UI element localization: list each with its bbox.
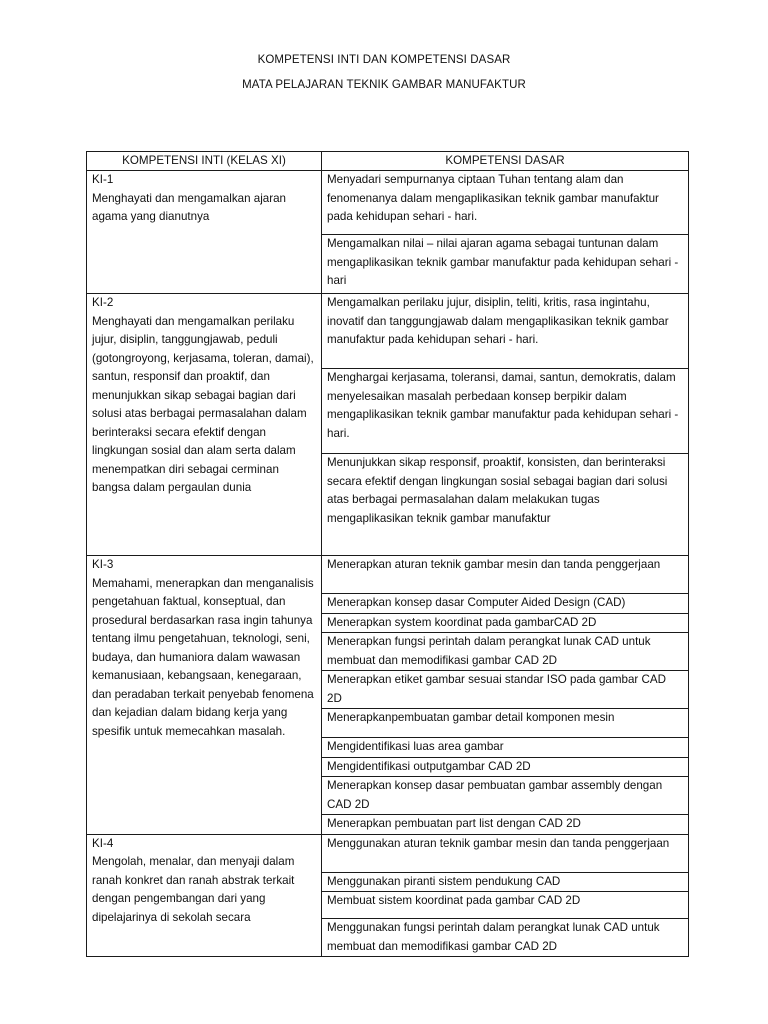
kd-cell	[322, 919, 689, 957]
kd-text: Mengamalkan nilai – nilai ajaran agama sebagai tuntunan dalam mengaplikasikan teknik gambar manufaktur pada kehidupan sehari - hari	[327, 237, 679, 287]
ki-cell	[87, 834, 322, 957]
kd-cell	[322, 633, 689, 671]
kd-text: Menyadari sempurnanya ciptaan Tuhan tentang alam dan fenomenanya dalam mengaplikasikan teknik gambar manufaktur pada kehidupan sehari - hari.	[327, 173, 659, 223]
kd-cell	[322, 777, 689, 815]
kd-text: Menghargai kerjasama, toleransi, damai, santun, demokratis, dalam menyelesaikan masalah perbedaan konsep berpikir dalam mengaplikasikan teknik gambar manufaktur pada kehidupan sehari - hari.	[327, 371, 679, 440]
ki-label: KI-2	[92, 296, 114, 309]
ki-cell	[87, 556, 322, 835]
kd-text: Mengamalkan perilaku jujur, disiplin, teliti, kritis, rasa ingintahu, inovatif dan tanggungjawab dalam mengaplikasikan teknik gambar manufaktur pada kehidupan sehari - hari.	[327, 296, 669, 346]
kd-cell	[322, 454, 689, 556]
ki-label: KI-3	[92, 558, 114, 571]
kd-cell	[322, 294, 689, 369]
kd-text: Menerapkan fungsi perintah dalam perangkat lunak CAD untuk membuat dan memodifikasi gambar CAD 2D	[327, 635, 651, 667]
kd-text: Menerapkan konsep dasar Computer Aided Design (CAD)	[327, 596, 626, 609]
kd-cell	[322, 613, 689, 633]
kd-text: Mengidentifikasi outputgambar CAD 2D	[327, 759, 531, 773]
table-row	[87, 294, 689, 369]
ki-description: Memahami, menerapkan dan menganalisis pengetahuan faktual, konseptual, dan prosedural berdasarkan rasa ingin tahunya tentang ilmu pengetahuan, teknologi, seni, budaya, dan humaniora dalam wawasan kemanusiaan, kebangsaan, kenegaraan, dan peradaban terkait penyebab fenomena dan kejadian dalam bidang kerja yang spesifik untuk memecahkan masalah.	[92, 576, 314, 738]
ki-label: KI-4	[92, 836, 114, 850]
kd-text: Menggunakan piranti sistem pendukung CAD	[327, 874, 561, 888]
kd-cell	[322, 872, 689, 892]
kd-cell	[322, 235, 689, 294]
kd-text: Menerapkan konsep dasar pembuatan gambar assembly dengan CAD 2D	[327, 779, 663, 811]
table-row	[87, 834, 689, 872]
kd-text: Mengidentifikasi luas area gambar	[327, 740, 504, 753]
kd-text: Menggunakan aturan teknik gambar mesin dan tanda penggerjaan	[327, 836, 670, 850]
competency-table	[86, 151, 689, 957]
ki-description: Menghayati dan mengamalkan ajaran agama yang dianutnya	[92, 191, 286, 223]
kd-cell	[322, 834, 689, 872]
kd-cell	[322, 671, 689, 709]
kd-cell	[322, 171, 689, 235]
kd-text: Membuat sistem koordinat pada gambar CAD 2D	[327, 894, 581, 907]
header-kompetensi-inti: KOMPETENSI INTI (KELAS XI)	[87, 152, 322, 171]
header-kompetensi-dasar: KOMPETENSI DASAR	[322, 152, 689, 171]
table-header-row	[87, 152, 689, 171]
kd-cell	[322, 738, 689, 758]
kd-cell	[322, 709, 689, 738]
table-row	[87, 171, 689, 235]
document-subtitle: MATA PELAJARAN TEKNIK GAMBAR MANUFAKTUR	[242, 79, 526, 91]
ki-cell	[87, 294, 322, 556]
kd-text: Menerapkan system koordinat pada gambarCAD 2D	[327, 615, 597, 629]
kd-text: Menerapkan pembuatan part list dengan CAD 2D	[327, 817, 581, 830]
kd-cell	[322, 594, 689, 614]
kd-text: Menerapkan aturan teknik gambar mesin dan tanda penggerjaan	[327, 558, 661, 571]
kd-cell	[322, 892, 689, 919]
ki-description: Mengolah, menalar, dan menyaji dalam ranah konkret dan ranah abstrak terkait dengan pengembangan dari yang dipelajarinya di sekolah secara	[92, 855, 295, 924]
ki-label: KI-1	[92, 173, 114, 186]
kd-text: Menerapkan etiket gambar sesuai standar ISO pada gambar CAD 2D	[327, 673, 666, 705]
ki-cell	[87, 171, 322, 294]
document-title: KOMPETENSI INTI DAN KOMPETENSI DASAR	[257, 54, 511, 66]
kd-cell	[322, 757, 689, 777]
kd-cell	[322, 815, 689, 835]
kd-text: Menunjukkan sikap responsif, proaktif, konsisten, dan berinteraksi secara efektif dengan lingkungan sosial sebagai bagian dari solusi atas berbagai permasalahan dalam melakukan tugas mengaplikasikan teknik gambar manufaktur	[327, 456, 668, 525]
kd-cell	[322, 369, 689, 454]
ki-description: Menghayati dan mengamalkan perilaku jujur, disiplin, tanggungjawab, peduli (gotongroyong, kerjasama, toleran, damai), santun, responsif dan proaktif, dan menunjukkan sikap sebagai bagian dari solusi atas berbagai permasalahan dalam berinteraksi secara efektif dengan lingkungan sosial dan alam serta dalam menempatkan diri sebagai cerminan bangsa dalam pergaulan dunia	[92, 314, 314, 494]
kd-cell	[322, 556, 689, 594]
kd-text: Menerapkanpembuatan gambar detail komponen mesin	[327, 711, 615, 724]
kd-text: Menggunakan fungsi perintah dalam perangkat lunak CAD untuk membuat dan memodifikasi gambar CAD 2D	[327, 921, 660, 953]
table-row	[87, 556, 689, 594]
